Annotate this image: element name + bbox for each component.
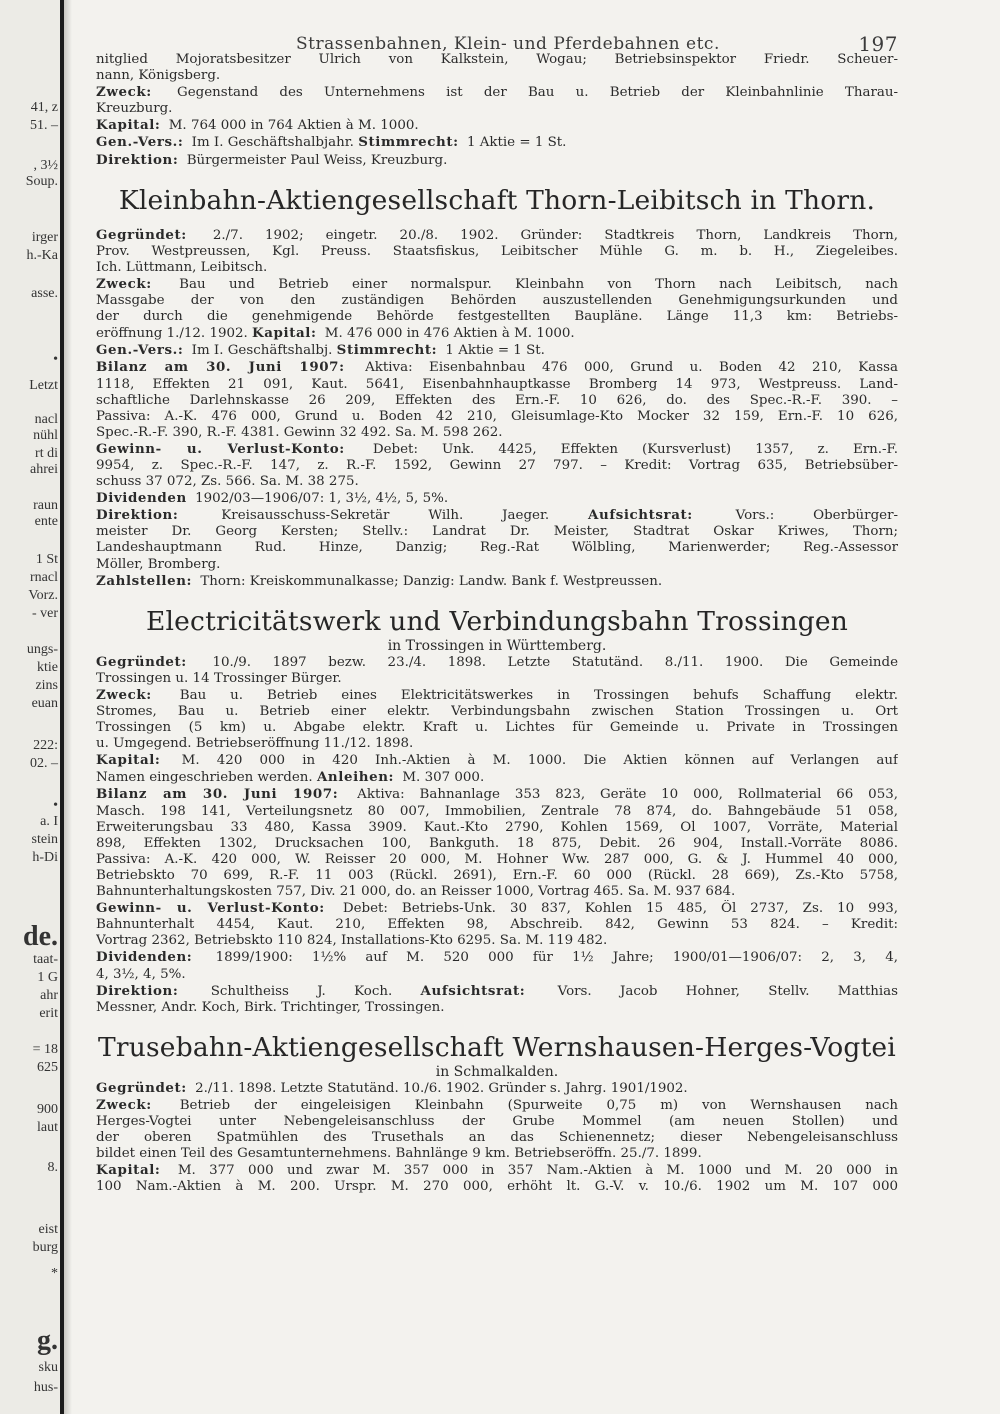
margin-fragment: ente xyxy=(34,514,58,529)
entry-subtitle: in Schmalkalden. xyxy=(435,1063,559,1080)
margin-fragment: irger xyxy=(31,230,58,245)
page-body xyxy=(96,28,898,1195)
text-line: Dividenden: 1899/1900: 1½% auf M. 520 000 für 1½ Jahre; 1900/01—1906/07: 2, 3, 4, xyxy=(96,949,898,966)
field-label: Anleihen: xyxy=(316,769,395,786)
text-line: schaftliche Darlehnskasse 26 209, Effekten des Ern.-F. 10 626, do. des Spec.-R.-F. 390. – xyxy=(96,392,898,408)
text-line: Trossingen u. 14 Trossinger Bürger. xyxy=(96,670,342,686)
margin-fragment: eist xyxy=(38,1222,58,1237)
field-label: Zweck: xyxy=(96,275,152,292)
margin-fragment: burg xyxy=(32,1240,58,1255)
text-line: Gen.-Vers.: Im I. Geschäftshalbj. Stimmrecht: 1 Aktie = 1 St. xyxy=(96,342,545,359)
text-line: Betriebskto 70 699, R.-F. 11 003 (Rückl. 2691), Ern.-F. 60 000 (Rückl. 28 669), Zs.-Kto 5758, xyxy=(96,867,898,883)
margin-fragment: , 3½ xyxy=(33,158,58,173)
margin-fragment: ktie xyxy=(37,660,58,675)
text-line: Zweck: Betrieb der eingeleisigen Kleinbahn (Spurweite 0,75 m) von Wernshausen nach xyxy=(96,1096,898,1113)
text-line: Zweck: Bau und Betrieb einer normalspur. Kleinbahn von Thorn nach Leibitsch, nach xyxy=(96,275,898,292)
running-title: Strassenbahnen, Klein- und Pferdebahnen etc. xyxy=(296,34,720,54)
text-line: Herges-Vogtei unter Nebengeleisanschluss der Grube Mommel (am neuen Stollen) und xyxy=(96,1113,898,1129)
text-line: Bilanz am 30. Juni 1907: Aktiva: Eisenbahnbau 476 000, Grund u. Boden 42 210, Kassa xyxy=(96,359,898,376)
text-line: 1118, Effekten 21 091, Kaut. 5641, Eisenbahnhauptkasse Bromberg 14 973, Westpreuss. Land- xyxy=(96,376,898,392)
text-line: 9954, z. Spec.-R.-F. 147, z. R.-F. 1592, Gewinn 27 797. – Kredit: Vortrag 635, Betriebsüber- xyxy=(96,457,898,473)
text-line: 898, Effekten 1302, Drucksachen 100, Bankguth. 18 875, Debit. 26 904, Install.-Vorräte 8086. xyxy=(96,835,898,851)
text-line: Gegründet: 2./11. 1898. Letzte Statutänd. 10./6. 1902. Gründer s. Jahrg. 1901/1902. xyxy=(96,1079,688,1096)
text-line: Bahnunterhalt 4454, Kaut. 210, Effekten 98, Abschreib. 842, Gewinn 53 824. – Kredit: xyxy=(96,917,898,933)
field-label: Kapital: xyxy=(96,1162,161,1179)
margin-fragment: erit xyxy=(39,1006,58,1021)
text-line: Gegründet: 10./9. 1897 bezw. 23./4. 1898. Letzte Statutänd. 8./11. 1900. Die Gemeinde xyxy=(96,653,898,670)
text-line: Möller, Bromberg. xyxy=(96,556,221,572)
margin-fragment: stein xyxy=(31,832,58,847)
text-line: Kapital: M. 764 000 in 764 Aktien à M. 1000. xyxy=(96,117,419,134)
field-label: Kapital: xyxy=(96,117,161,134)
margin-fragment: zins xyxy=(35,678,58,693)
text-line: der oberen Spatmühlen des Trusethals an das Schienennetz; dieser Nebengeleisanschluss xyxy=(96,1130,898,1146)
margin-fragment: sku xyxy=(38,1360,58,1375)
text-line: Kreuzburg. xyxy=(96,101,173,117)
text-line: Landeshauptmann Rud. Hinze, Danzig; Reg.-Rat Wölbling, Marienwerder; Reg.-Assessor xyxy=(96,540,898,556)
continued-entry xyxy=(96,52,898,169)
margin-fragment: nacl xyxy=(34,412,58,427)
page-binding-shadow xyxy=(64,0,72,1414)
margin-fragment: de. xyxy=(23,921,58,952)
margin-fragment: rnacl xyxy=(30,570,58,585)
text-line: Masch. 198 141, Verteilungsnetz 80 007, Immobilien, Zentrale 78 874, do. Bahngebäude 51 058, xyxy=(96,803,898,819)
field-label: Direktion: xyxy=(96,507,179,524)
field-label: Direktion: xyxy=(96,982,179,999)
entry-body xyxy=(96,227,898,590)
margin-fragment: 625 xyxy=(37,1060,58,1075)
margin-fragment: 8. xyxy=(47,1160,58,1175)
text-line: Stromes, Bau u. Betrieb einer elektr. Verbindungsbahn zwischen Station Trossingen u. Ort xyxy=(96,704,898,719)
field-label: Dividenden xyxy=(96,490,187,507)
field-label: Gegründet: xyxy=(96,1079,187,1096)
text-line: schuss 37 072, Zs. 566. Sa. M. 38 275. xyxy=(96,474,359,490)
margin-fragment: laut xyxy=(37,1120,58,1135)
margin-fragment: a. I xyxy=(40,814,58,829)
text-line: Vortrag 2362, Betriebskto 110 824, Installations-Kto 6295. Sa. M. 119 482. xyxy=(96,933,608,949)
margin-fragment: ahrei xyxy=(30,462,58,477)
text-line: Spec.-R.-F. 390, R.-F. 4381. Gewinn 32 492. Sa. M. 598 262. xyxy=(96,424,503,440)
margin-fragment: 51. – xyxy=(30,118,58,133)
field-label: Gewinn- u. Verlust-Konto: xyxy=(96,440,345,457)
text-line: Kapital: M. 420 000 in 420 Inh.-Aktien à M. 1000. Die Aktien können auf Verlangen auf xyxy=(96,752,898,769)
entry-body xyxy=(96,654,898,1016)
text-line: Prov. Westpreussen, Kgl. Preuss. Staatsfiskus, Leibitscher Mühle G. m. b. H., Ziegeleibes. xyxy=(96,243,898,259)
margin-fragment: 900 xyxy=(37,1102,58,1117)
margin-fragment: • xyxy=(53,798,58,813)
margin-fragment: * xyxy=(51,1266,58,1281)
text-line: u. Umgegend. Betriebseröffnung 11./12. 1898. xyxy=(96,736,414,752)
text-line: Direktion: Schultheiss J. Koch. Aufsichtsrat: Vors. Jacob Hohner, Stellv. Matthias xyxy=(96,982,898,999)
field-label: Aufsichtsrat: xyxy=(420,982,526,999)
text-line: bildet einen Teil des Gesamtunternehmens. Bahnlänge 9 km. Betriebseröffn. 25./7. 1899. xyxy=(96,1146,702,1162)
text-line: Ich. Lüttmann, Leibitsch. xyxy=(96,259,268,275)
field-label: Gen.-Vers.: xyxy=(96,342,184,359)
margin-fragment: asse. xyxy=(31,286,58,301)
adjacent-page-margin xyxy=(0,0,60,1414)
text-line: Direktion: Kreisausschuss-Sekretär Wilh. Jaeger. Aufsichtsrat: Vors.: Oberbürger- xyxy=(96,507,898,524)
text-line: nann, Königsberg. xyxy=(96,68,221,84)
text-line: Bahnunterhaltungskosten 757, Div. 21 000, do. an Reisser 1000, Vortrag 465. Sa. M. 937 684. xyxy=(96,884,736,900)
margin-fragment: h-Di xyxy=(32,850,58,865)
field-label: Kapital: xyxy=(96,752,161,769)
field-label: Zweck: xyxy=(96,84,152,101)
field-label: Zweck: xyxy=(96,1096,152,1113)
margin-fragment: 1 St xyxy=(35,552,58,567)
running-header xyxy=(96,28,898,56)
margin-fragment: 1 G xyxy=(37,970,58,985)
text-line: nitglied Mojoratsbesitzer Ulrich von Kalkstein, Wogau; Betriebsinspektor Friedr. Scheuer- xyxy=(96,52,898,67)
text-line: Passiva: A.-K. 420 000, W. Reisser 20 000, M. Hohner Ww. 287 000, G. & J. Hummel 40 000, xyxy=(96,851,898,867)
text-line: Bilanz am 30. Juni 1907: Aktiva: Bahnanlage 353 823, Geräte 10 000, Rollmaterial 66 053, xyxy=(96,786,898,803)
company-entry-trusebahn xyxy=(96,1016,898,1196)
margin-fragment: h.-Ka xyxy=(26,248,58,263)
margin-fragment: • xyxy=(53,352,58,367)
margin-fragment: - ver xyxy=(31,606,58,621)
entry-title: Trusebahn-Aktiengesellschaft Wernshausen-Herges-Vogtei xyxy=(98,1031,896,1063)
text-line: der durch die genehmigende Behörde festgestellten Baupläne. Länge 11,3 km: Betriebs- xyxy=(96,309,898,325)
text-line: Gewinn- u. Verlust-Konto: Debet: Betriebs-Unk. 30 837, Kohlen 15 485, Öl 2737, Zs. 10 993, xyxy=(96,900,898,917)
field-label: Dividenden: xyxy=(96,949,193,966)
margin-fragment: raun xyxy=(33,498,58,513)
margin-fragment: ahr xyxy=(40,988,58,1003)
field-label: Gegründet: xyxy=(96,226,187,243)
margin-fragment: 02. – xyxy=(30,756,58,771)
field-label: Direktion: xyxy=(96,151,179,168)
field-label: Aufsichtsrat: xyxy=(588,507,693,524)
text-line: Dividenden 1902/03—1906/07: 1, 3½, 4½, 5, 5%. xyxy=(96,490,449,507)
text-line: Zweck: Gegenstand des Unternehmens ist der Bau u. Betrieb der Kleinbahnlinie Tharau- xyxy=(96,84,898,101)
margin-fragment: = 18 xyxy=(32,1042,58,1057)
entry-subtitle: in Trossingen in Württemberg. xyxy=(387,637,607,654)
margin-fragment: 222: xyxy=(33,738,58,753)
text-line: Erweiterungsbau 33 480, Kassa 3909. Kaut.-Kto 2790, Kohlen 1569, Öl 1007, Vorräte, Material xyxy=(96,819,898,835)
field-label: Bilanz am 30. Juni 1907: xyxy=(96,786,339,803)
field-label: Gen.-Vers.: xyxy=(96,134,184,151)
margin-fragment: Letzt xyxy=(29,378,58,393)
margin-fragment: Vorz. xyxy=(28,588,58,603)
margin-fragment: g. xyxy=(37,1325,58,1356)
text-line: Massgabe der von den zuständigen Behörden auszustellenden Genehmigungsurkunden und xyxy=(96,293,898,309)
company-entry-thorn-leibitsch xyxy=(96,169,898,590)
text-line: Zahlstellen: Thorn: Kreiskommunalkasse; Danzig: Landw. Bank f. Westpreussen. xyxy=(96,572,663,589)
margin-fragment: taat- xyxy=(33,952,58,967)
margin-fragment: ungs- xyxy=(26,642,58,657)
entry-title: Kleinbahn-Aktiengesellschaft Thorn-Leibitsch in Thorn. xyxy=(118,184,876,216)
field-label: Stimmrecht: xyxy=(358,134,459,151)
text-line: Zweck: Bau u. Betrieb eines Elektricitätswerkes in Trossingen behufs Schaffung elektr. xyxy=(96,686,898,703)
text-line: Passiva: A.-K. 476 000, Grund u. Boden 42 210, Gleisumlage-Kto Mocker 32 159, Ern.-F. 10 626, xyxy=(96,408,898,424)
text-line: Kapital: M. 377 000 und zwar M. 357 000 in 357 Nam.-Aktien à M. 1000 und M. 20 000 in xyxy=(96,1162,898,1179)
margin-fragment: rt di xyxy=(35,446,58,461)
entry-body xyxy=(96,1080,898,1196)
text-line: Messner, Andr. Koch, Birk. Trichtinger, Trossingen. xyxy=(96,999,445,1015)
text-line: Direktion: Bürgermeister Paul Weiss, Kreuzburg. xyxy=(96,151,448,168)
field-label: Gegründet: xyxy=(96,653,187,670)
margin-fragment: euan xyxy=(31,696,58,711)
margin-fragment: 41, z xyxy=(30,100,58,115)
text-line: meister Dr. Georg Kersten; Stellv.: Landrat Dr. Meister, Stadtrat Oskar Kriwes, Thorn; xyxy=(96,524,898,540)
field-label: Zahlstellen: xyxy=(96,572,193,589)
margin-fragment: hus- xyxy=(33,1380,58,1395)
text-line: Namen eingeschrieben werden. Anleihen: M. 307 000. xyxy=(96,769,485,786)
text-line: 100 Nam.-Aktien à M. 200. Urspr. M. 270 000, erhöht lt. G.-V. v. 10./6. 1902 um M. 107 000 xyxy=(96,1179,898,1195)
company-entry-trossingen xyxy=(96,590,898,1016)
text-line: 4, 3½, 4, 5%. xyxy=(96,966,186,982)
page-number: 197 xyxy=(858,32,898,56)
margin-fragment: nühl xyxy=(33,428,58,443)
field-label: Gewinn- u. Verlust-Konto: xyxy=(96,900,325,917)
field-label: Bilanz am 30. Juni 1907: xyxy=(96,359,345,376)
text-line: Gen.-Vers.: Im I. Geschäftshalbjahr. Stimmrecht: 1 Aktie = 1 St. xyxy=(96,134,567,151)
entry-title: Electricitätswerk und Verbindungsbahn Trossingen xyxy=(145,605,849,637)
field-label: Stimmrecht: xyxy=(336,342,438,359)
text-line: eröffnung 1./12. 1902. Kapital: M. 476 000 in 476 Aktien à M. 1000. xyxy=(96,325,575,342)
text-line: Gegründet: 2./7. 1902; eingetr. 20./8. 1902. Gründer: Stadtkreis Thorn, Landkreis Thorn, xyxy=(96,226,898,243)
margin-fragment: Soup. xyxy=(25,174,58,189)
text-line: Gewinn- u. Verlust-Konto: Debet: Unk. 4425, Effekten (Kursverlust) 1357, z. Ern.-F. xyxy=(96,440,898,457)
text-line: Trossingen (5 km) u. Abgabe elektr. Kraft u. Lichtes für Gemeinde u. Private in Trossingen xyxy=(96,720,898,736)
field-label: Zweck: xyxy=(96,686,152,703)
field-label: Kapital: xyxy=(252,325,317,342)
